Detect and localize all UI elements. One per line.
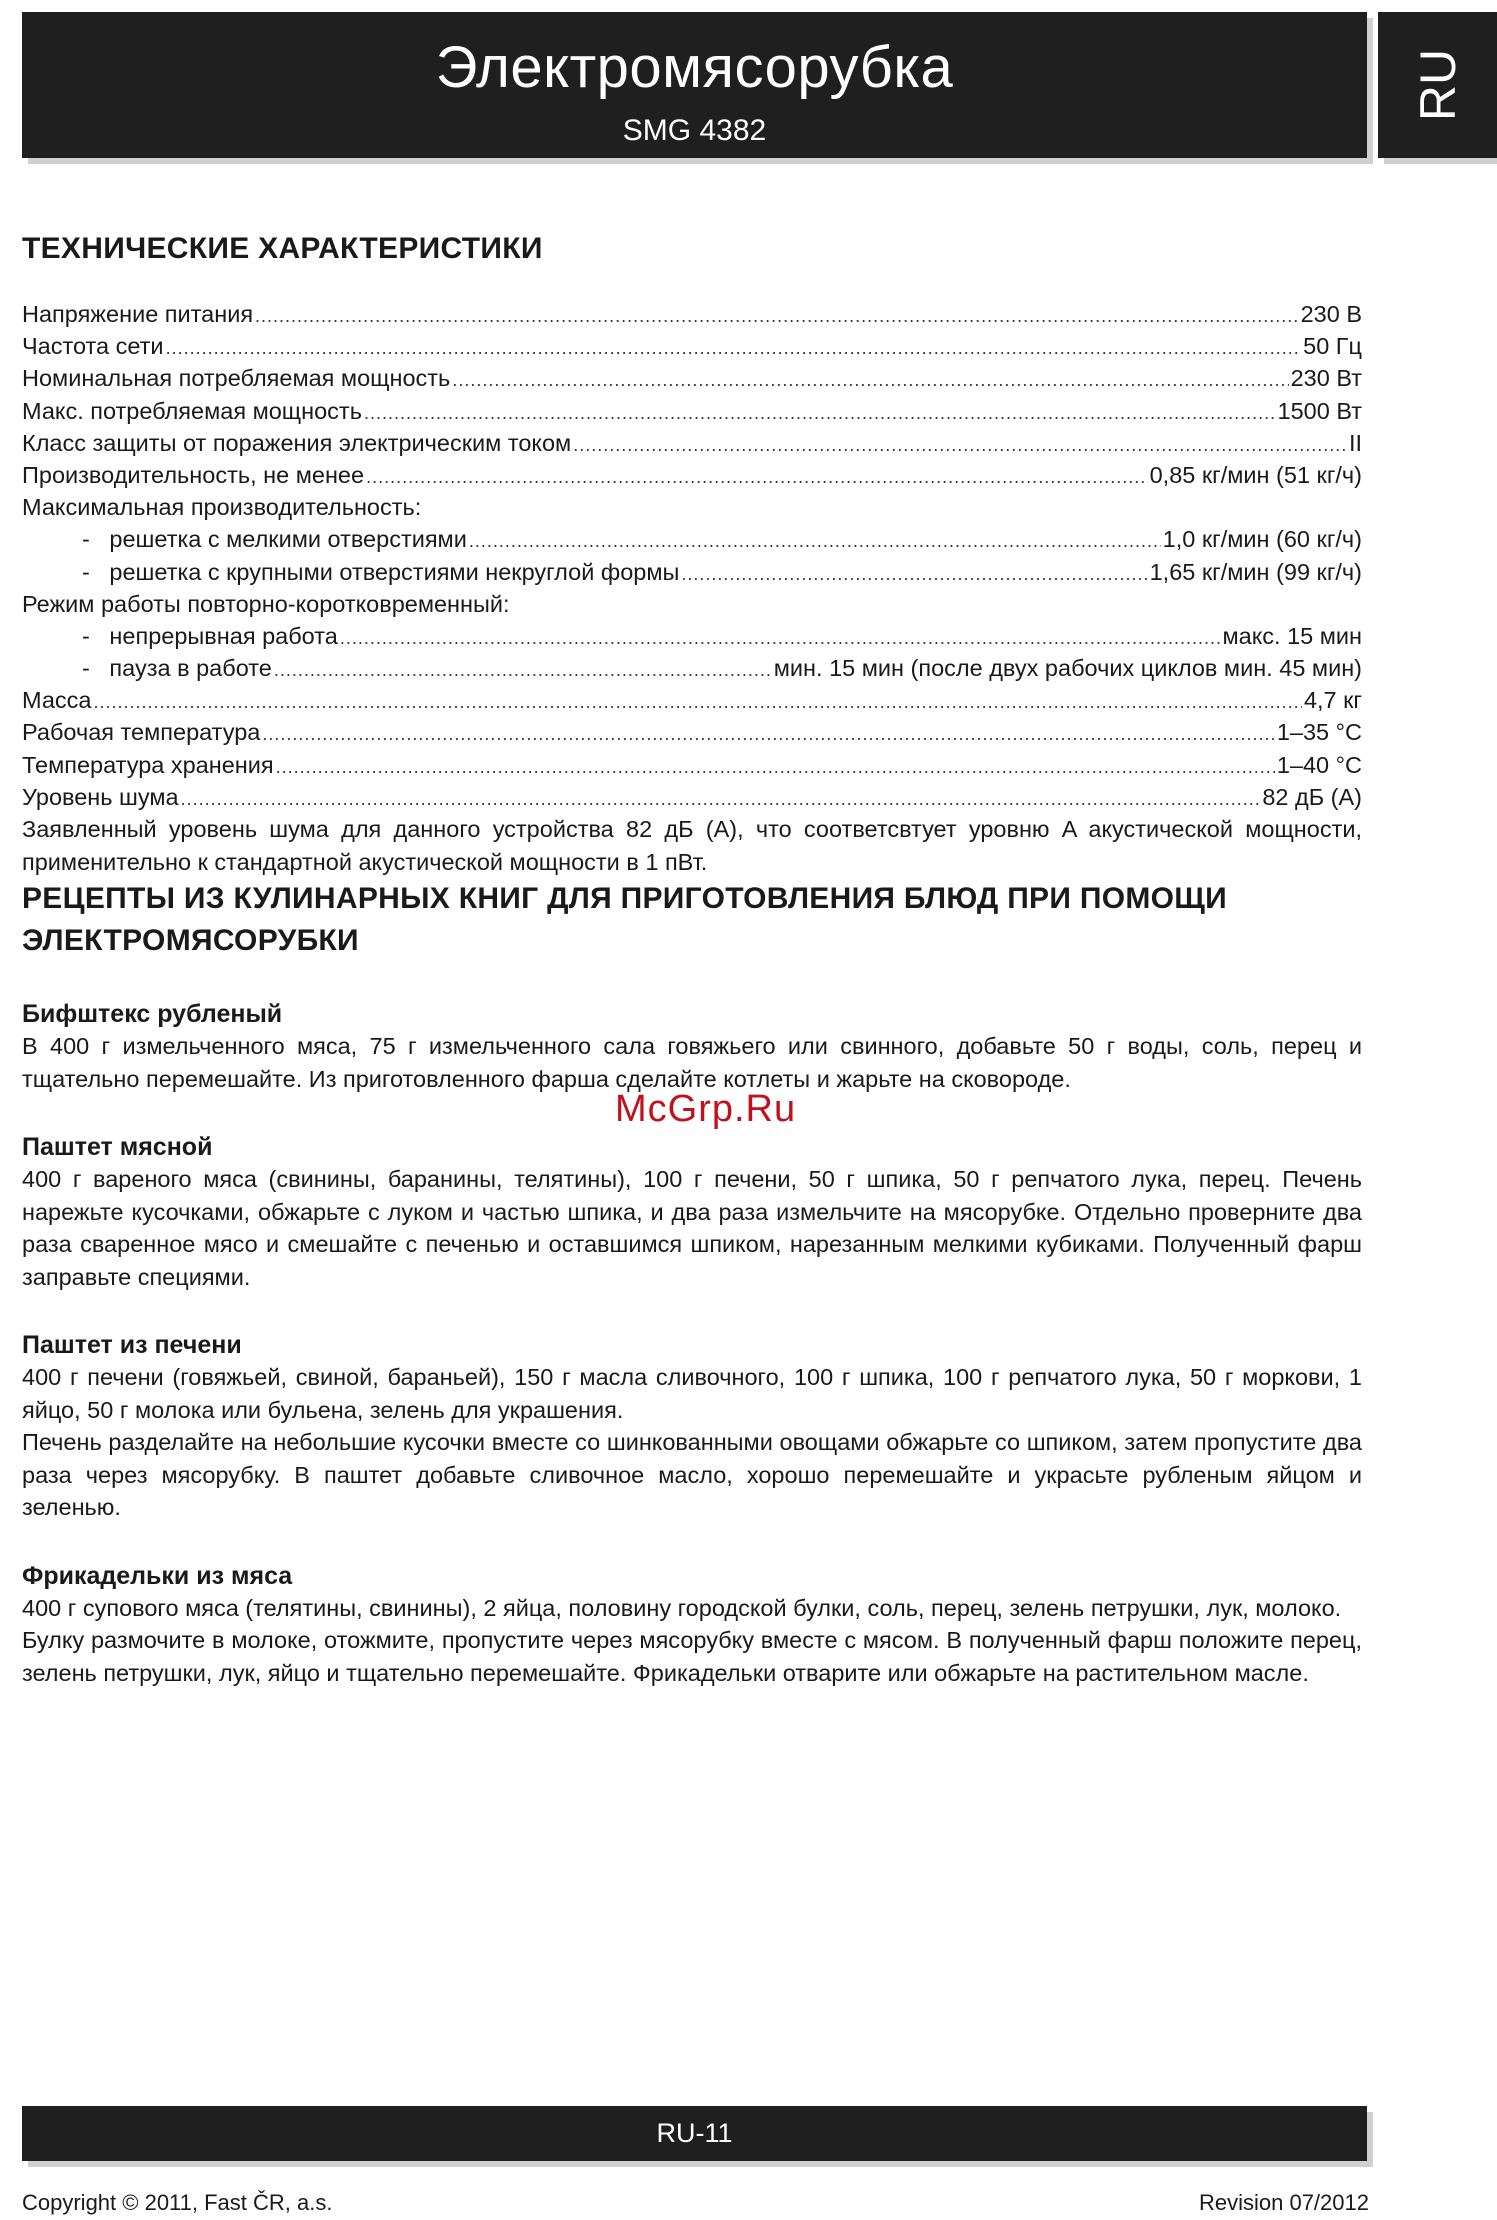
spec-label: Рабочая температура xyxy=(22,719,261,746)
leader-dots xyxy=(469,525,1161,557)
leader-dots xyxy=(262,718,1274,750)
leader-dots xyxy=(276,751,1275,783)
spec-label: - пауза в работе xyxy=(82,652,272,684)
recipe-ingredients: 400 г печени (говяжьей, свиной, бараньей), 150 г масла сливочного, 100 г шпика, 100 г репчатого лука, 50 г моркови, 1 яйцо, 50 г молока или бульена, зелень для украшения. xyxy=(22,1364,1362,1423)
spec-label: - решетка с мелкими отверстиями xyxy=(82,523,467,555)
recipe-text: В 400 г измельченного мяса, 75 г измельченного сала говяжьего или свинного, добавьте 50 г воды, соль, перец и тщательно перемешайте. Из приготовленного фарша сделайте котлеты и жарьте на сковороде. xyxy=(22,1033,1362,1092)
recipes-heading: РЕЦЕПТЫ ИЗ КУЛИНАРНЫХ КНИГ ДЛЯ ПРИГОТОВЛЕНИЯ БЛЮД ПРИ ПОМОЩИ ЭЛЕКТРОМЯСОРУБКИ xyxy=(22,882,1228,957)
spec-label: Напряжение питания xyxy=(22,301,254,327)
leader-dots xyxy=(181,783,1261,815)
recipe-title: Бифштекс рубленый xyxy=(22,1000,283,1028)
spec-value: 4,7 кг xyxy=(1303,687,1362,714)
spec-label: Максимальная производительность: xyxy=(22,494,422,521)
spec-value: 50 Гц xyxy=(1303,333,1362,360)
language-code: RU xyxy=(1409,48,1466,122)
spec-row xyxy=(22,362,1362,394)
footer-bar xyxy=(22,2106,1367,2161)
spec-row xyxy=(22,781,1362,813)
spec-row xyxy=(22,298,1362,330)
recipe-title: Паштет из печени xyxy=(22,1331,242,1359)
revision: Revision 07/2012 xyxy=(1198,2190,1369,2215)
content xyxy=(22,228,1362,1689)
spec-label: Макс. потребляемая мощность xyxy=(22,397,362,424)
copyright: Copyright © 2011, Fast ČR, a.s. xyxy=(22,2190,333,2215)
spec-value: 230 Вт xyxy=(1290,365,1362,392)
leader-dots xyxy=(255,300,1299,332)
recipe-method: Печень разделайте на небольшие кусочки вместе со шинкованными овощами обжарьте со шпиком, затем пропустите два раза через мясорубку. В паштет добавьте сливочное масло, хорошо перемешайте и украсьте рубленым яйцом и зеленью. xyxy=(22,1429,1362,1520)
recipe xyxy=(22,1131,1362,1293)
spec-label: Номинальная потребляемая мощность xyxy=(22,365,451,392)
recipe-title: Фрикадельки из мяса xyxy=(22,1561,293,1590)
spec-row xyxy=(22,427,1362,459)
spec-value: 1500 Вт xyxy=(1277,397,1362,424)
leader-dots xyxy=(452,364,1288,396)
recipe xyxy=(22,1329,1362,1524)
spec-value: 1–40 °C xyxy=(1276,751,1362,778)
spec-value: II xyxy=(1348,429,1362,456)
spec-row xyxy=(22,749,1362,781)
spec-value: 82 дБ (A) xyxy=(1262,783,1362,810)
spec-row xyxy=(22,459,1362,491)
spec-group-heading xyxy=(22,491,1362,523)
specs-heading: ТЕХНИЧЕСКИЕ ХАРАКТЕРИСТИКИ xyxy=(22,232,543,265)
specs-list xyxy=(22,298,1362,813)
spec-label: - решетка с крупными отверстиями некруглой формы xyxy=(82,556,679,588)
noise-note: Заявленный уровень шума для данного устройства 82 дБ (A), что соответсвтует уровню A акустической мощности, применительно к стандартной акустической мощности в 1 пВт. xyxy=(22,816,1362,875)
spec-label: Частота сети xyxy=(22,333,164,360)
leader-dots xyxy=(681,558,1147,590)
recipe-method: Булку размочите в молоке, отожмите, пропустите через мясорубку вместе с мясом. В полученный фарш положите перец, зелень петрушки, лук, яйцо и тщательно перемешайте. Фрикадельки отварите или обжарьте на растительном масле. xyxy=(22,1627,1362,1686)
spec-value: 1–35 °C xyxy=(1276,719,1362,746)
page-number: RU-11 xyxy=(656,2118,733,2148)
spec-label: Уровень шума xyxy=(22,783,179,810)
page-title: Электромясорубка xyxy=(435,35,954,100)
model-number: SMG 4382 xyxy=(622,114,767,147)
spec-row xyxy=(22,556,1362,588)
spec-label: Масса xyxy=(22,687,92,714)
watermark: McGrp.Ru xyxy=(615,1088,797,1130)
spec-label: Температура хранения xyxy=(22,751,274,778)
recipe xyxy=(22,1560,1362,1690)
leader-dots xyxy=(166,332,1302,364)
spec-value: макс. 15 мин xyxy=(1222,622,1362,649)
spec-row xyxy=(22,652,1362,684)
recipe-title: Паштет мясной xyxy=(22,1133,213,1161)
spec-label: Производительность, не менее xyxy=(22,461,365,488)
spec-row xyxy=(22,620,1362,652)
leader-dots xyxy=(340,622,1221,654)
spec-value: мин. 15 мин (после двух рабочих циклов мин. 45 мин) xyxy=(773,655,1362,682)
spec-row xyxy=(22,716,1362,748)
spec-row xyxy=(22,330,1362,362)
recipe-text: 400 г вареного мяса (свинины, баранины, телятины), 100 г печени, 50 г шпика, 50 г репчатого лука, перец. Печень нарежьте кусочками, обжарьте с луком и частью шпика, и два раза измельчите на мясорубке. Отдельно проверните два раза сваренное мясо и смешайте с печенью и оставшимся шпиком, нарезанным мелкими кубиками. Полученный фарш заправьте специями. xyxy=(22,1166,1362,1290)
spec-value: 1,0 кг/мин (60 кг/ч) xyxy=(1162,526,1362,553)
recipe-ingredients: 400 г супового мяса (телятины, свинины), 2 яйца, половину городской булки, соль, перец, зелень петрушки, лук, молоко. xyxy=(22,1594,1342,1621)
spec-row xyxy=(22,395,1362,427)
spec-value: 1,65 кг/мин (99 кг/ч) xyxy=(1149,558,1362,585)
spec-value: 0,85 кг/мин (51 кг/ч) xyxy=(1149,461,1362,488)
spec-group-heading xyxy=(22,588,1362,620)
header-bar xyxy=(22,12,1367,158)
spec-row xyxy=(22,523,1362,555)
spec-value: 230 В xyxy=(1300,301,1362,327)
spec-row xyxy=(22,684,1362,716)
language-tab xyxy=(1378,12,1497,158)
spec-label: - непрерывная работа xyxy=(82,620,338,652)
spec-label: Режим работы повторно-коротковременный: xyxy=(22,590,510,617)
leader-dots xyxy=(364,397,1276,429)
spec-label: Класс защиты от поражения электрическим током xyxy=(22,429,572,456)
leader-dots xyxy=(93,686,1301,718)
recipe xyxy=(22,998,1362,1095)
leader-dots xyxy=(573,429,1347,461)
leader-dots xyxy=(366,461,1148,493)
leader-dots xyxy=(274,654,772,686)
